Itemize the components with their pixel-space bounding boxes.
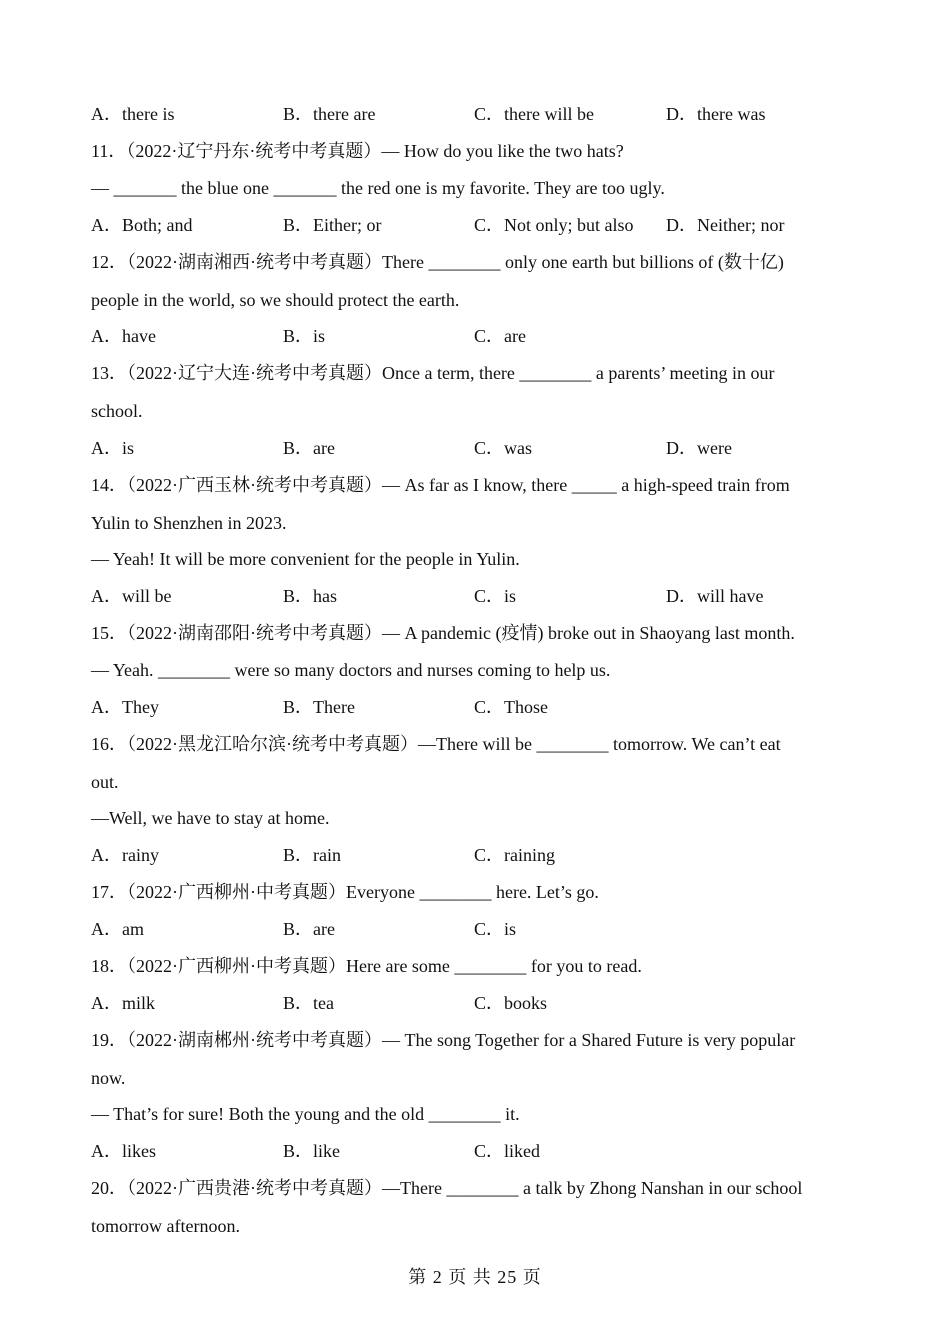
question-text-line: 18．（2022·广西柳州·中考真题）Here are some ________ for you to read. (91, 956, 642, 976)
answer-option: B．are (283, 919, 335, 939)
answer-options (91, 324, 871, 348)
answer-option: A．rainy (91, 845, 159, 865)
question-text-line: now. (91, 1068, 126, 1088)
answer-option: C．there will be (474, 104, 594, 124)
question-text-line: school. (91, 401, 143, 421)
answer-option: A．there is (91, 104, 175, 124)
answer-option: C．is (474, 586, 517, 606)
answer-option: A．milk (91, 993, 156, 1013)
question-text-line: 12．（2022·湖南湘西·统考中考真题）There ________ only one earth but billions of (数十亿) (91, 252, 784, 272)
question-text-line: — That’s for sure! Both the young and the old ________ it. (91, 1104, 520, 1124)
answer-option: C．was (474, 438, 532, 458)
question-text-line: out. (91, 772, 119, 792)
answer-options (91, 695, 871, 719)
question-text-line: 15．（2022·湖南邵阳·统考中考真题）— A pandemic (疫情) broke out in Shaoyang last month. (91, 623, 795, 643)
answer-options (91, 584, 871, 608)
question-text-line: 14．（2022·广西玉林·统考中考真题）— As far as I know, there _____ a high-speed train from (91, 475, 790, 495)
answer-option: A．have (91, 326, 156, 346)
answer-option: B．tea (283, 993, 334, 1013)
answer-options (91, 436, 871, 460)
answer-option: B．Either; or (283, 215, 382, 235)
question-text-line: 17．（2022·广西柳州·中考真题）Everyone ________ here. Let’s go. (91, 882, 599, 902)
answer-option: D．will have (666, 586, 764, 606)
answer-option: C．are (474, 326, 526, 346)
answer-option: A．will be (91, 586, 172, 606)
question-text-line: people in the world, so we should protect the earth. (91, 290, 460, 310)
answer-options (91, 991, 871, 1015)
answer-option: B．is (283, 326, 326, 346)
answer-option: C．Not only; but also (474, 215, 634, 235)
answer-option: D．were (666, 438, 732, 458)
answer-option: B．there are (283, 104, 376, 124)
answer-option: C．liked (474, 1141, 540, 1161)
page-footer: 第 2 页 共 25 页 (408, 1267, 542, 1287)
answer-options (91, 102, 871, 126)
question-text-line: 20．（2022·广西贵港·统考中考真题）—There ________ a talk by Zhong Nanshan in our school (91, 1178, 803, 1198)
question-text-line: 13．（2022·辽宁大连·统考中考真题）Once a term, there ________ a parents’ meeting in our (91, 363, 775, 383)
answer-option: C．Those (474, 697, 548, 717)
answer-option: A．Both; and (91, 215, 193, 235)
answer-option: A．likes (91, 1141, 156, 1161)
answer-options (91, 1139, 871, 1163)
question-text-line: — Yeah! It will be more convenient for the people in Yulin. (91, 549, 520, 569)
answer-options (91, 843, 871, 867)
answer-option: A．is (91, 438, 135, 458)
question-text-line: Yulin to Shenzhen in 2023. (91, 513, 287, 533)
answer-option: B．There (283, 697, 355, 717)
answer-option: B．are (283, 438, 335, 458)
answer-option: D．Neither; nor (666, 215, 785, 235)
question-text-line: 11．（2022·辽宁丹东·统考中考真题）— How do you like the two hats? (91, 141, 624, 161)
answer-option: A．They (91, 697, 159, 717)
question-text-line: tomorrow afternoon. (91, 1216, 240, 1236)
answer-option: C．books (474, 993, 548, 1013)
answer-option: B．like (283, 1141, 340, 1161)
answer-options (91, 917, 871, 941)
answer-option: D．there was (666, 104, 766, 124)
answer-option: B．has (283, 586, 337, 606)
answer-option: C．is (474, 919, 517, 939)
question-text-line: 16．（2022·黑龙江哈尔滨·统考中考真题）—There will be ________ tomorrow. We can’t eat (91, 734, 781, 754)
question-text-line: —Well, we have to stay at home. (91, 808, 330, 828)
answer-option: B．rain (283, 845, 341, 865)
question-text-line: 19．（2022·湖南郴州·统考中考真题）— The song Together for a Shared Future is very popular (91, 1030, 796, 1050)
question-text-line: — Yeah. ________ were so many doctors and nurses coming to help us. (91, 660, 611, 680)
answer-options (91, 213, 871, 237)
answer-option: A．am (91, 919, 144, 939)
question-text-line: — _______ the blue one _______ the red one is my favorite. They are too ugly. (91, 178, 665, 198)
answer-option: C．raining (474, 845, 555, 865)
